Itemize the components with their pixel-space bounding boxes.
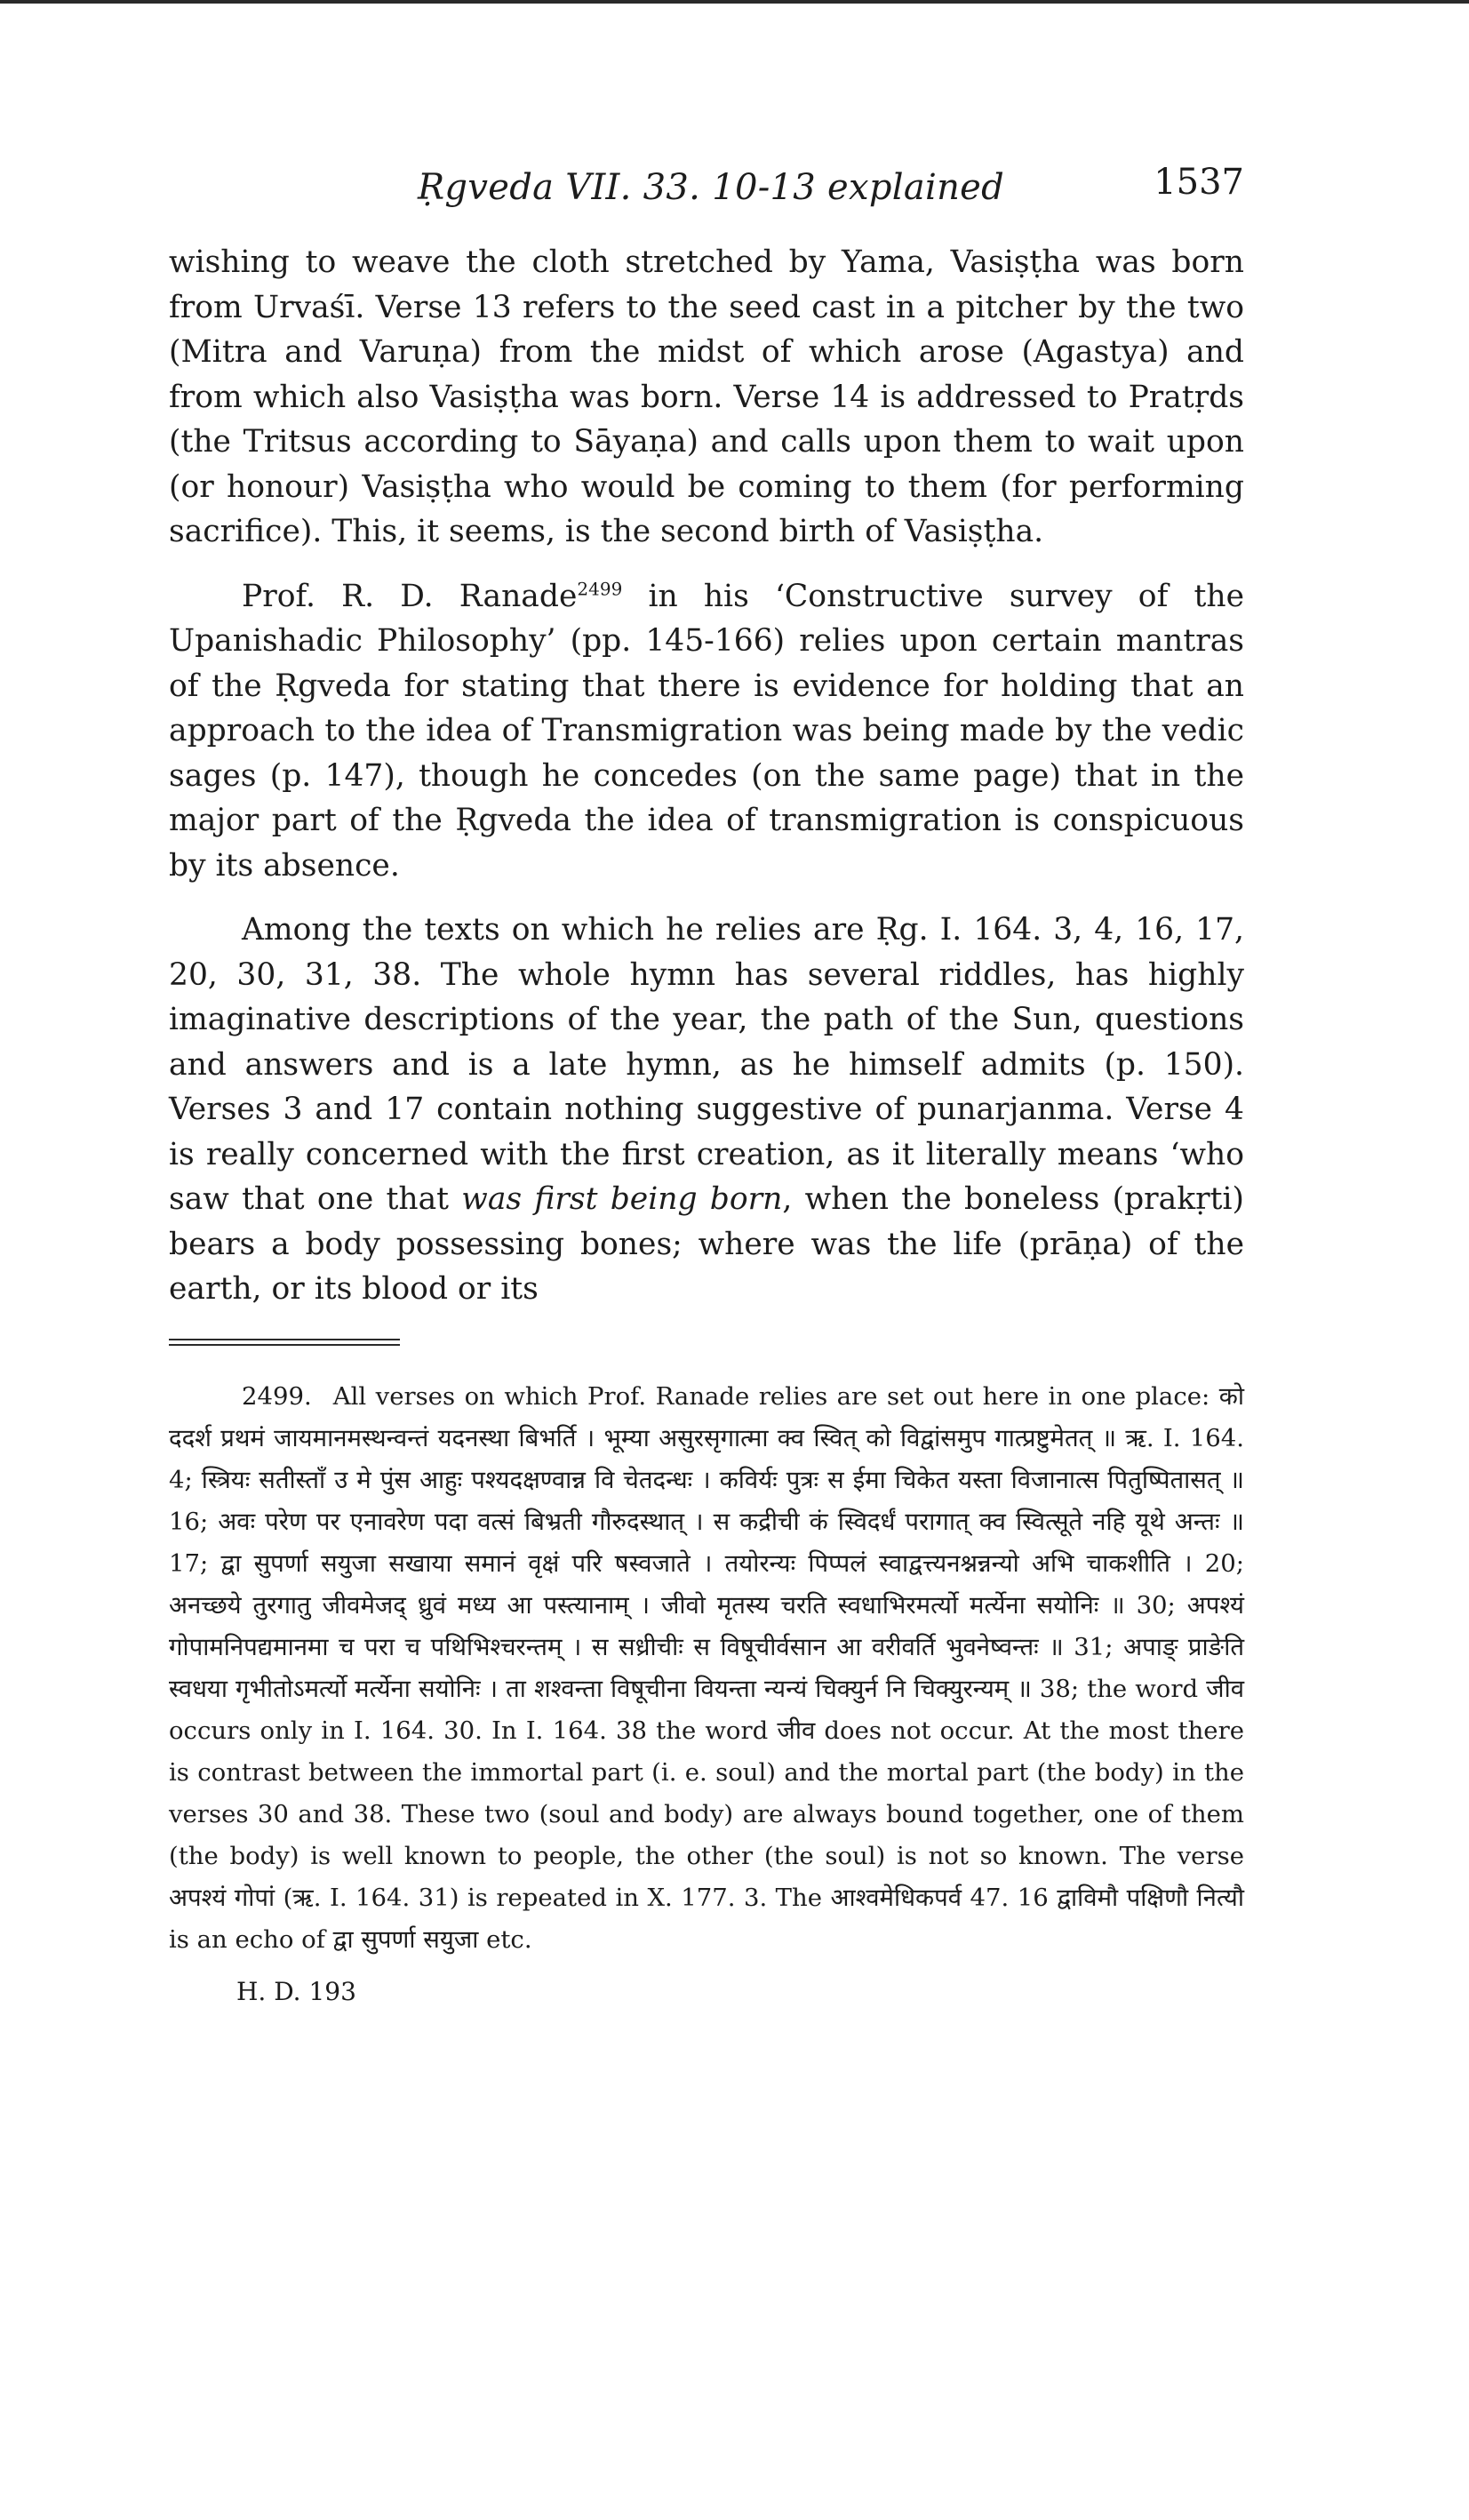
separator-line: [169, 1344, 400, 1346]
footnote-2499: [169, 1376, 1244, 1961]
body-text: [169, 240, 1244, 1312]
paragraph-continuation: [169, 240, 1244, 555]
running-title: Ṛgveda VII. 33. 10-13 explained: [418, 167, 1005, 208]
paragraph-text: in his ‘Constructive survey of the Upanishadic Philosophy’ (pp. 145-166) relies upon certain mantras of the Ṛgveda for stating that there is evidence for holding that an approach to the idea of Transmigration was being made by the vedic sages (p. 147), though he concedes (on the same page) that in the major part of the Ṛgveda the idea of transmigration is conspicuous by its absence.: [169, 578, 1244, 884]
paragraph-text: wishing to weave the cloth stretched by Yama, Vasiṣṭha was born from Urvaśī. Verse 13 refers to the seed cast in a pitcher by the two (Mitra and Varuṇa) from the midst of which arose (Agastya) and from which also Vasiṣṭha was born. Verse 14 is addressed to Pratṛds (the Tritsus according to Sāyaṇa) and calls upon them to wait upon (or honour) Vasiṣṭha who would be coming to them (for performing sacrifice). This, it seems, is the second birth of Vasiṣṭha.: [169, 244, 1244, 549]
paragraph-text: Prof. R. D. Ranade: [242, 578, 578, 614]
paragraph-texts-relied: [169, 908, 1244, 1312]
footnote-separator: [169, 1339, 400, 1346]
page-top-rule: [0, 0, 1469, 4]
footnote-text: All verses on which Prof. Ranade relies are set out here in one place: को ददर्श प्रथमं जायमानमस्थन्वन्तं यदनस्था बिभर्ति । भूम्या असुरसृगात्मा क्व स्वित् को विद्वांसमुप गात्प्रष्टुमेतत् ॥ ऋ. I. 164. 4; स्त्रियः सतीस्ताँ उ मे पुंस आहुः पश्यदक्षण्वान्न वि चेतदन्धः । कविर्यः पुत्रः स ईमा चिकेत यस्ता विजानात्स पितुष्पितासत् ॥ 16; अवः परेण पर एनावरेण पदा वत्सं बिभ्रती गौरुदस्थात् । स कद्रीची कं स्विदर्धं परागात् क्व स्वित्सूते नहि यूथे अन्तः ॥ 17; द्वा सुपर्णा सयुजा सखाया समानं वृक्षं परि षस्वजाते । तयोरन्यः पिप्पलं स्वाद्वत्त्यनश्नन्नन्यो अभि चाकशीति । 20; अनच्छये तुरगातु जीवमेजद् ध्रुवं मध्य आ पस्त्यानाम् । जीवो मृतस्य चरति स्वधाभिरमर्त्यो मर्त्येना सयोनिः ॥ 30; अपश्यं गोपामनिपद्यमानमा च परा च पथिभिश्चरन्तम् । स सध्रीचीः स विषूचीर्वसान आ वरीवर्ति भुवनेष्वन्तः ॥ 31; अपाङ् प्राङेति स्वधया गृभीतोऽमर्त्यो मर्त्येना सयोनिः । ता शश्वन्ता विषूचीना वियन्ता न्यन्यं चिक्युर्न नि चिक्युरन्यम् ॥ 38; the word जीव occurs only in I. 164. 30. In I. 164. 38 the word जीव does not occur. At the most there is contrast between the immortal part (i. e. soul) and the mortal part (the body) in the verses 30 and 38. These two (soul and body) are always bound together, one of them (the body) is well known to people, the other (the soul) is not so known. The verse अपश्यं गोपां (ऋ. I. 164. 31) is repeated in X. 177. 3. The आश्वमेधिकपर्व 47. 16 द्वाविमौ पक्षिणौ नित्यौ is an echo of द्वा सुपर्णा सयुजा etc.: [169, 1381, 1244, 1954]
footnote-reference[interactable]: 2499: [577, 578, 623, 599]
footnote-number: 2499.: [242, 1381, 312, 1411]
paragraph-text: Among the texts on which he relies are Ṛg. I. 164. 3, 4, 16, 17, 20, 30, 31, 38. The whole hymn has several riddles, has highly imaginative descriptions of the year, the path of the Sun, questions and answers and is a late hymn, as he himself admits (p. 150). Verses 3 and 17 contain nothing suggestive of punarjanma. Verse 4 is really concerned with the first creation, as it literally means ‘who saw that one that: [169, 912, 1244, 1217]
page-number: 1537: [1154, 162, 1244, 203]
signature-mark: H. D. 193: [236, 1976, 356, 2006]
document-page: [169, 151, 1244, 2006]
italic-emphasis: was first being born: [461, 1181, 783, 1217]
paragraph-ranade: [169, 574, 1244, 889]
paragraph-text: , when the boneless (prakṛti) bears a body possessing bones; where was the life (prāṇa) of the earth, or its blood or its: [169, 1181, 1244, 1307]
running-header: [169, 151, 1244, 213]
separator-line: [169, 1339, 400, 1340]
